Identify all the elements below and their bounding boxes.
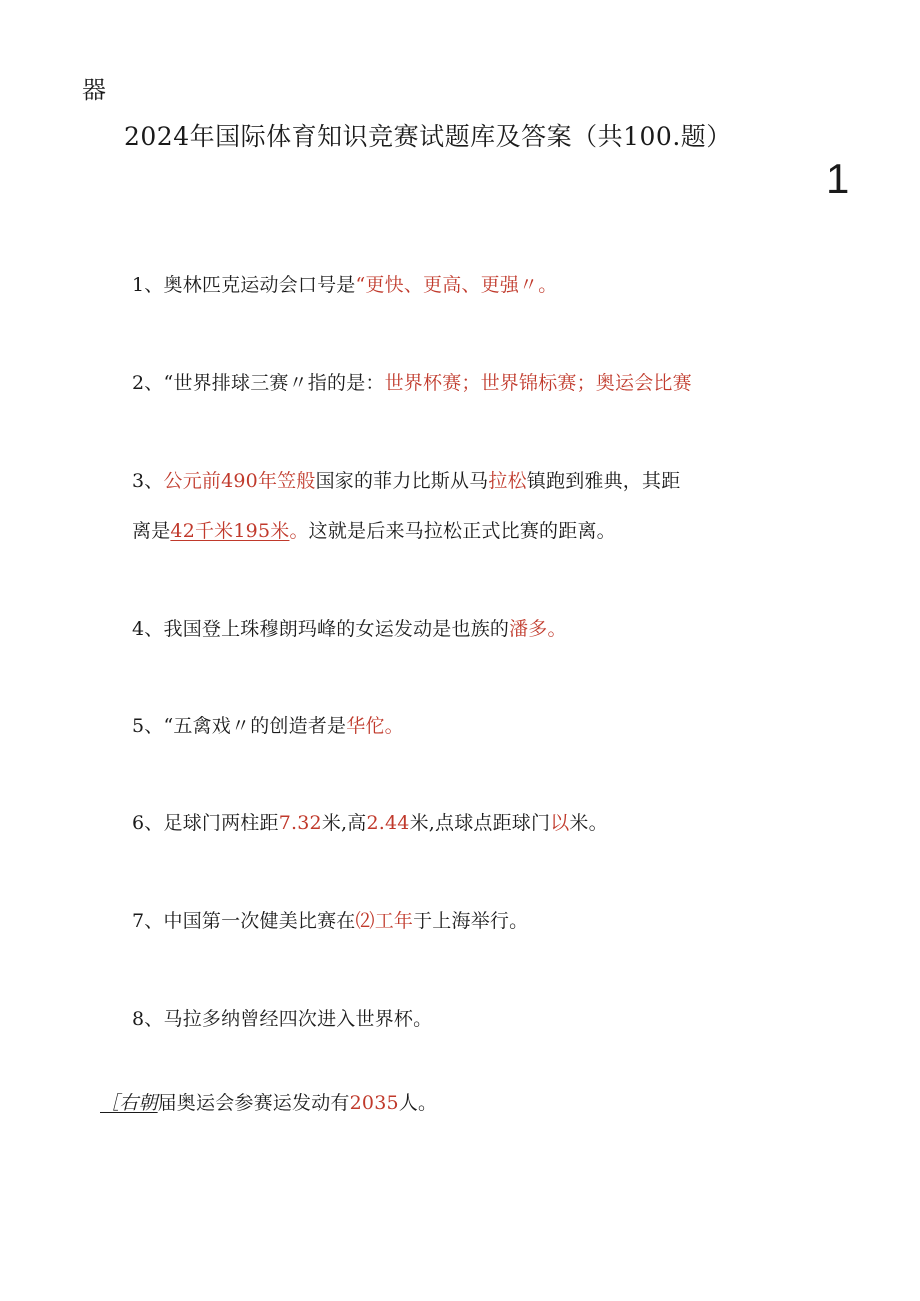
answer-text: 2035 xyxy=(349,1092,399,1114)
question-text: 米。 xyxy=(569,812,608,834)
page-number: 1 xyxy=(826,155,850,202)
question-text: 6、足球门两柱距 xyxy=(132,812,279,834)
answer-text: 潘多。 xyxy=(509,618,567,640)
question-6 xyxy=(132,808,608,835)
question-text: 镇跑到雅典，其距 xyxy=(526,470,681,492)
question-text: 这就是后来马拉松正式比赛的距离。 xyxy=(308,520,616,542)
answer-text: 拉松 xyxy=(488,470,527,492)
question-text: 离是 xyxy=(132,520,171,542)
question-text: 米,点球点距球门 xyxy=(409,812,551,834)
question-9 xyxy=(100,1088,437,1115)
question-prefix: ［右朝 xyxy=(100,1092,158,1114)
answer-text: 公元前490年笠般 xyxy=(163,470,316,492)
question-3-line-2 xyxy=(132,516,616,543)
question-text: 3、 xyxy=(132,470,164,492)
document-title: 2024年国际体育知识竞赛试题库及答案（共100.题） xyxy=(124,122,732,151)
answer-text-underlined: 42千米195米 xyxy=(170,520,290,542)
question-text: 7、中国第一次健美比赛在 xyxy=(132,910,356,932)
question-text: 5、“五禽戏〃的创造者是 xyxy=(132,715,347,737)
question-text: 于上海举行。 xyxy=(413,910,529,932)
question-text: 8、马拉多纳曾经四次进入世界杯。 xyxy=(132,1008,433,1030)
answer-text: 华佗。 xyxy=(346,715,404,737)
corner-mark: 器 xyxy=(82,76,106,104)
question-4 xyxy=(132,614,567,641)
answer-text: 世界杯赛；世界锦标赛；奥运会比赛 xyxy=(384,372,692,394)
answer-text: 2.44 xyxy=(366,812,410,834)
question-text: 国家的菲力比斯从马 xyxy=(315,470,489,492)
answer-text: ⑵工年 xyxy=(355,910,414,932)
answer-text: 。 xyxy=(289,520,309,542)
question-3-line-1 xyxy=(132,466,680,493)
question-text: 届奥运会参赛运发动有 xyxy=(157,1092,350,1114)
answer-text: 以 xyxy=(550,812,570,834)
question-text: 2、“世界排球三赛〃指的是： xyxy=(132,372,385,394)
question-2 xyxy=(132,368,692,395)
question-7 xyxy=(132,906,528,933)
question-text: 米,高 xyxy=(321,812,367,834)
question-5 xyxy=(132,711,404,738)
question-text: 4、我国登上珠穆朗玛峰的女运发动是也族的 xyxy=(132,618,510,640)
question-text: 1、奥林匹克运动会口号是 xyxy=(132,274,356,296)
question-8 xyxy=(132,1004,432,1031)
question-text: 人。 xyxy=(398,1092,438,1114)
answer-text: “更快、更高、更强〃。 xyxy=(355,274,558,296)
question-1 xyxy=(132,270,557,297)
answer-text: 7.32 xyxy=(278,812,322,834)
